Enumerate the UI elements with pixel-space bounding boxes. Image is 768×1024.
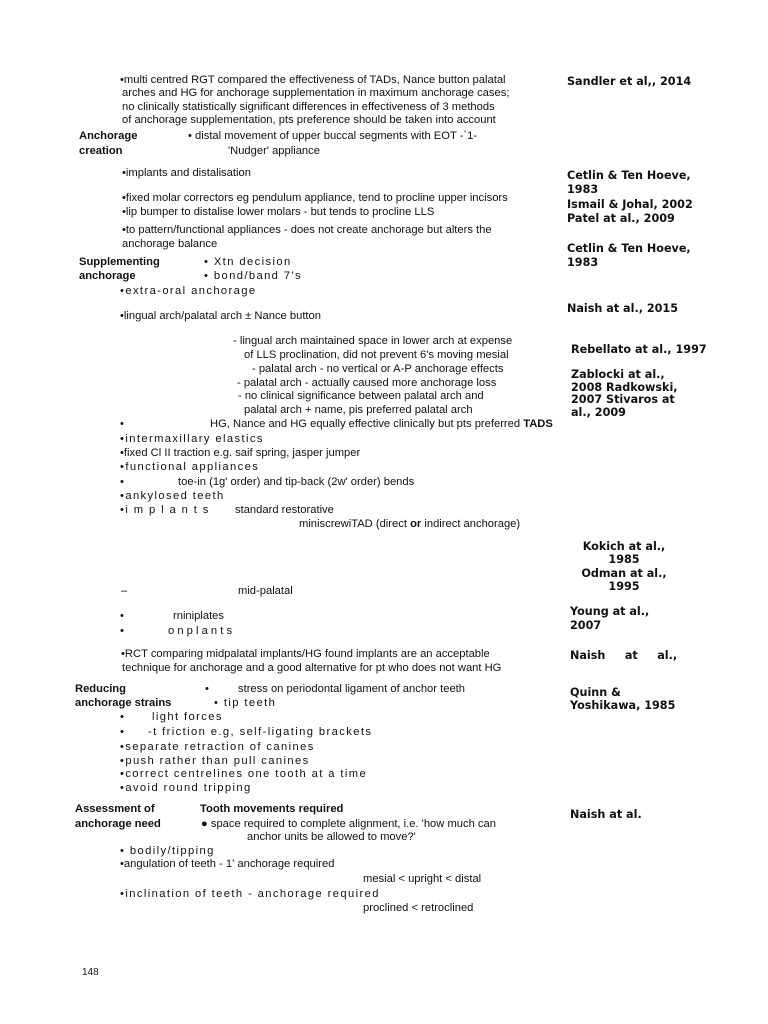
body-line: • bodily/tipping: [120, 845, 215, 857]
body-line: •i m p l a n t s: [120, 504, 210, 516]
body-line: [299, 518, 520, 531]
sub-line: - no clinical significance between palatal arch and: [238, 390, 484, 402]
body-line: •fixed Cl II traction e.g. saif spring, jasper jumper: [120, 447, 361, 459]
body-line: •to pattern/functional appliances - does not create anchorage but alters the: [122, 224, 492, 236]
reference: 2008 Radkowski,: [571, 381, 678, 394]
body-line: •ankylosed teeth: [120, 490, 225, 502]
body-line: mid-palatal: [238, 585, 293, 597]
sub-line: - palatal arch - no vertical or A-P anchorage effects: [252, 363, 504, 375]
reference: Patel at al., 2009: [567, 212, 675, 225]
section-heading-supplementing-anchorage: Supplementing: [79, 256, 160, 268]
body-line: •implants and distalisation: [122, 167, 251, 179]
reference: Kokich at al.,: [582, 540, 666, 553]
section-heading-anchorage-creation: Anchorage: [79, 130, 138, 142]
reference: Rebellato at al., 1997: [571, 343, 707, 356]
sub-line: palatal arch + name, pis preferred palatal arch: [244, 404, 473, 416]
body-line: •separate retraction of canines: [120, 741, 315, 753]
body-line: • bond/band 7's: [204, 270, 302, 282]
reference: Odman at al.,: [581, 567, 667, 580]
body-line: •angulation of teeth - 1' anchorage required: [120, 858, 335, 870]
section-heading-assessment-of-anchorage-need: Assessment of: [75, 803, 155, 815]
reference: Cetlin & Ten Hoeve,: [567, 242, 691, 255]
dash: –: [121, 585, 128, 597]
body-line: standard restorative: [235, 504, 334, 516]
body-text: miniscrewiTAD (direct: [299, 518, 411, 530]
reference: Naish at al., 2015: [567, 302, 678, 315]
body-line: •push rather than pull canines: [120, 755, 310, 767]
reference: Cetlin & Ten Hoeve,: [567, 169, 691, 182]
body-line: anchor units be allowed to move?': [247, 831, 416, 843]
body-line: of anchorage supplementation, pts preference should be taken into account: [122, 114, 496, 126]
body-line: -t friction e.g, self-ligating brackets: [148, 726, 373, 738]
body-line: technique for anchorage and a good alternative for pt who does not want HG: [122, 662, 502, 674]
page-number: 148: [82, 967, 99, 978]
body-line: •lingual arch/palatal arch ± Nance button: [120, 310, 321, 322]
body-line: •functional appliances: [120, 461, 260, 473]
body-line: •extra-oral anchorage: [120, 285, 257, 297]
bullet: •: [205, 683, 209, 695]
reference: Quinn &: [570, 686, 621, 699]
reference: 2007: [570, 619, 602, 632]
body-line: •correct centrelines one tooth at a time: [120, 768, 368, 780]
sub-line: - lingual arch maintained space in lower arch at expense: [233, 335, 513, 347]
body-line: mesial < upright < distal: [363, 873, 482, 885]
section-heading-reducing-anchorage-strains: anchorage strains: [75, 697, 172, 709]
reference: 1985: [608, 553, 640, 566]
bullet: •: [120, 711, 124, 723]
bullet: •: [120, 625, 124, 637]
section-heading-reducing-anchorage-strains: Reducing: [75, 683, 126, 695]
bullet: •: [120, 726, 124, 738]
section-heading-anchorage-creation: creation: [79, 145, 123, 157]
bullet: •: [120, 610, 124, 622]
reference: Sandler et al,, 2014: [567, 75, 692, 88]
reference: al., 2009: [571, 406, 626, 419]
reference: Yoshikawa, 1985: [570, 699, 676, 712]
body-line: anchorage balance: [122, 238, 218, 250]
reference: Ismail & Johal, 2002: [567, 198, 693, 211]
reference: Zablocki at al.,: [571, 368, 665, 381]
sub-line: of LLS proclination, did not prevent 6's moving mesial: [244, 349, 509, 361]
body-line: o n p l a n t s: [168, 625, 233, 637]
body-line: stress on periodontal ligament of anchor teeth: [238, 683, 465, 695]
body-line: [210, 418, 553, 431]
body-line: •avoid round tripping: [120, 782, 252, 794]
body-text: indirect anchorage): [421, 518, 521, 530]
body-line: toe-in (1g' order) and tip-back (2w' order) bends: [178, 476, 415, 488]
body-line: rniniplates: [173, 610, 224, 622]
reference: 1983: [567, 256, 599, 269]
reference: 1995: [608, 580, 640, 593]
body-line: • tip teeth: [214, 697, 277, 709]
reference: 1983: [567, 183, 599, 196]
body-line: no clinically statistically significant differences in effectiveness of 3 methods: [122, 101, 495, 113]
bullet: •: [120, 418, 124, 430]
body-text-bold: or: [410, 518, 422, 530]
sub-line: - palatal arch - actually caused more anchorage loss: [237, 377, 497, 389]
reference: Young at al.,: [570, 605, 650, 618]
body-line: • Xtn decision: [204, 256, 292, 268]
body-text: HG, Nance and HG equally effective clinically but pts preferred: [210, 418, 521, 430]
sub-heading-tooth-movements: Tooth movements required: [200, 803, 344, 815]
reference: Naish at al.: [570, 808, 642, 821]
reference: 2007 Stivaros at: [571, 393, 675, 406]
body-text-bold: TADS: [523, 418, 553, 430]
body-line: •inclination of teeth - anchorage required: [120, 888, 380, 900]
reference: Naish at al.,: [570, 649, 678, 662]
body-line: • distal movement of upper buccal segments with EOT -`1-: [188, 130, 478, 142]
body-line: •multi centred RGT compared the effectiveness of TADs, Nance button palatal: [120, 74, 506, 86]
body-line: 'Nudger' appliance: [228, 145, 320, 157]
section-heading-supplementing-anchorage: anchorage: [79, 270, 136, 282]
body-line: proclined < retroclined: [363, 902, 474, 914]
body-line: •fixed molar correctors eg pendulum appliance, tend to procline upper incisors: [122, 192, 508, 204]
body-line: light forces: [152, 711, 223, 723]
bullet: •: [120, 476, 124, 488]
body-line: •RCT comparing midpalatal implants/HG found implants are an acceptable: [121, 648, 490, 660]
body-line: ● space required to complete alignment, i.e. 'how much can: [201, 818, 496, 830]
body-line: •intermaxillary elastics: [120, 433, 264, 445]
body-line: •lip bumper to distalise lower molars - but tends to procline LLS: [122, 206, 435, 218]
section-heading-assessment-of-anchorage-need: anchorage need: [75, 818, 161, 830]
body-line: arches and HG for anchorage supplementation in maximum anchorage cases;: [122, 87, 510, 99]
